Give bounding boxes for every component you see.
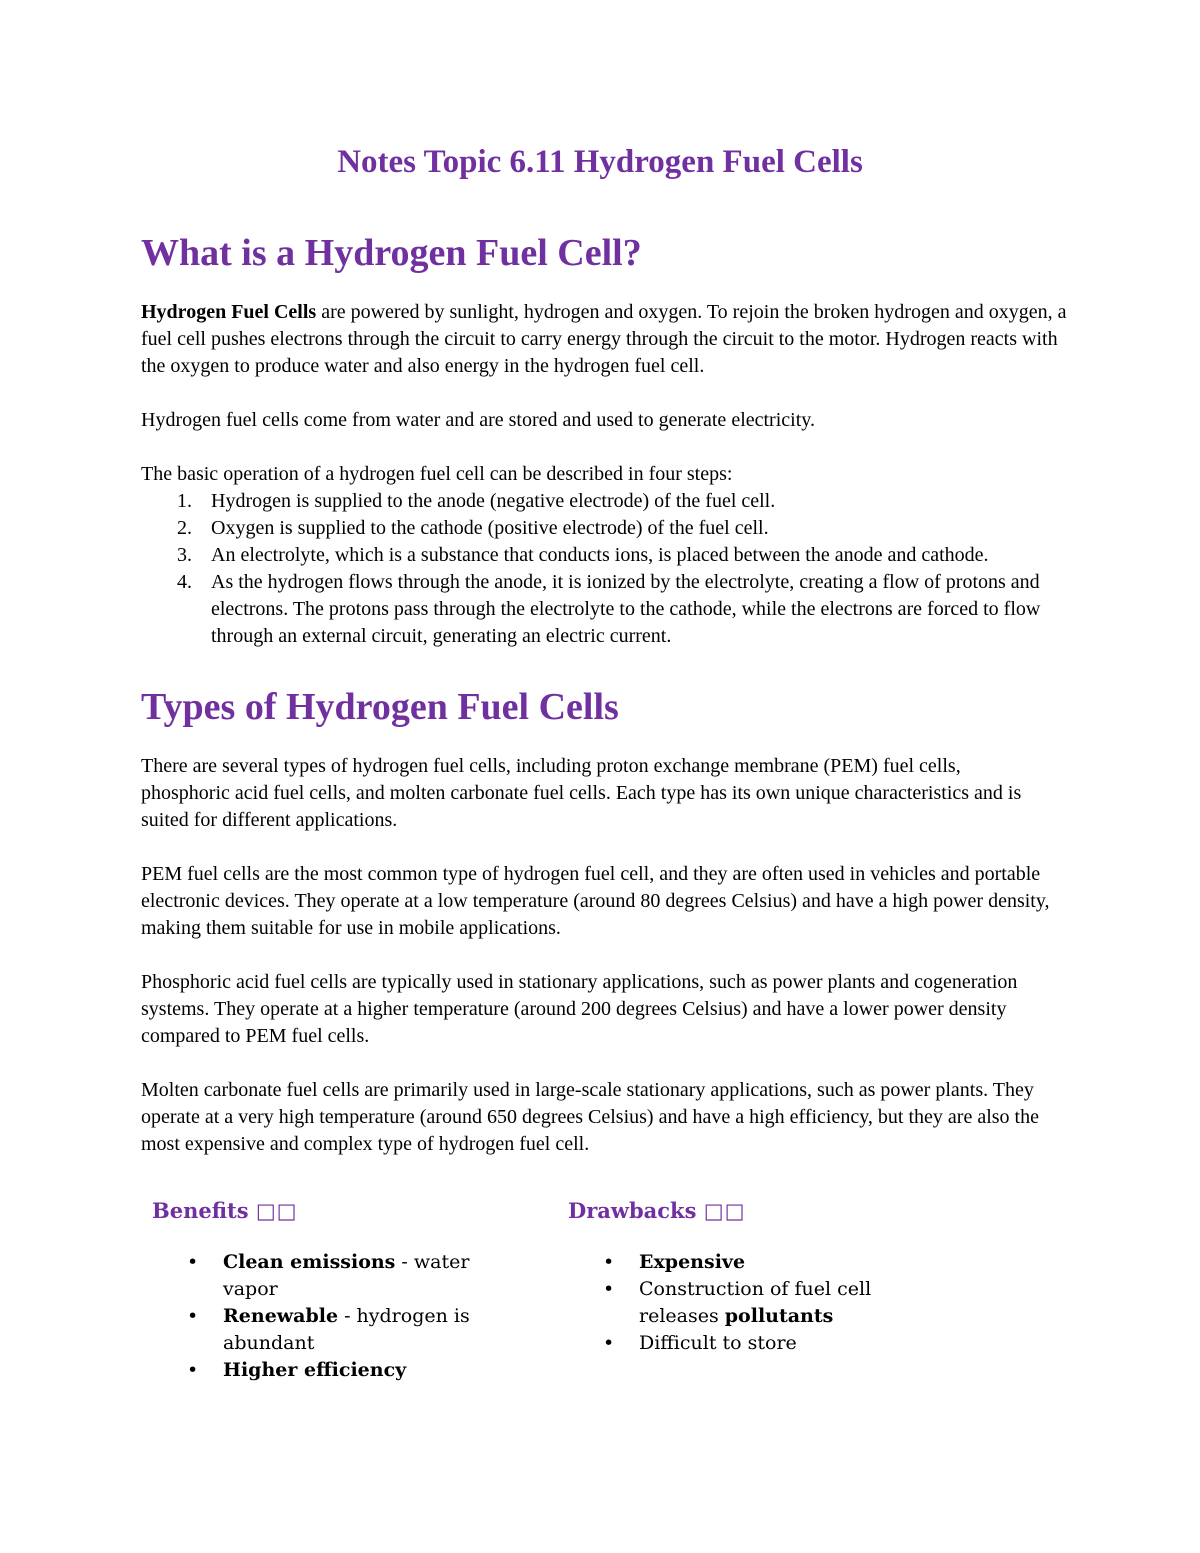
- benefit-text: - hydrogen is abundant: [223, 1305, 470, 1354]
- benefits-heading: [152, 1197, 298, 1225]
- list-item: [183, 1249, 523, 1303]
- list-item: [183, 1357, 523, 1384]
- intro-text: are powered by sunlight, hydrogen and oxygen. To rejoin the broken hydrogen and oxygen, a fuel cell pushes electrons through the circuit to carry energy through the circuit to the motor. Hydrogen reacts with the oxygen to produce water and also energy in the hydrogen fuel cell.: [141, 301, 1067, 377]
- benefit-text: - water vapor: [223, 1251, 470, 1300]
- paragraph-pem: PEM fuel cells are the most common type of hydrogen fuel cell, and they are often used in vehicles and portable electronic devices. They operate at a low temperature (around 80 degrees Celsius) and have a high power density, making them suitable for use in mobile applications.: [141, 863, 1050, 939]
- bullet-icon: •: [603, 1278, 615, 1300]
- emoji-placeholder-icon: □□: [703, 1199, 746, 1223]
- list-text: Oxygen is supplied to the cathode (positive electrode) of the fuel cell.: [211, 517, 769, 539]
- drawbacks-heading: [568, 1197, 745, 1225]
- steps-list: [141, 488, 1071, 650]
- section-heading-types: Types of Hydrogen Fuel Cells: [141, 686, 619, 728]
- benefit-bold: Higher efficiency: [223, 1359, 407, 1381]
- paragraph-source: Hydrogen fuel cells come from water and are stored and used to generate electricity.: [141, 409, 815, 431]
- bullet-icon: •: [187, 1305, 199, 1327]
- list-item: [141, 569, 1071, 650]
- drawback-text: Difficult to store: [639, 1332, 797, 1354]
- bullet-icon: •: [603, 1332, 615, 1354]
- benefit-bold: Renewable: [223, 1305, 339, 1327]
- benefit-bold: Clean emissions: [223, 1251, 396, 1273]
- bullet-icon: •: [187, 1359, 199, 1381]
- benefits-list: [183, 1249, 523, 1384]
- list-item: [141, 488, 1071, 515]
- list-number: 4.: [177, 571, 192, 593]
- drawback-bold: pollutants: [724, 1305, 834, 1327]
- intro-bold-term: Hydrogen Fuel Cells: [141, 301, 317, 323]
- paragraph-types-overview: There are several types of hydrogen fuel cells, including proton exchange membrane (PEM) fuel cells, phosphoric acid fuel cells, and molten carbonate fuel cells. Each type has its own unique characteristics and is suited for different applications.: [141, 755, 1022, 831]
- list-text: An electrolyte, which is a substance that conducts ions, is placed between the anode and cathode.: [211, 544, 989, 566]
- list-item: [599, 1330, 899, 1357]
- list-number: 3.: [177, 544, 192, 566]
- emoji-placeholder-icon: □□: [255, 1199, 298, 1223]
- drawbacks-heading-text: Drawbacks: [568, 1198, 697, 1223]
- list-item: [141, 515, 1071, 542]
- section-heading-what-is: What is a Hydrogen Fuel Cell?: [141, 232, 642, 274]
- list-item: [183, 1303, 523, 1357]
- drawback-bold: Expensive: [639, 1251, 746, 1273]
- paragraph-phosphoric: Phosphoric acid fuel cells are typically used in stationary applications, such as power plants and cogeneration systems. They operate at a higher temperature (around 200 degrees Celsius) and have a lower power density compared to PEM fuel cells.: [141, 971, 1018, 1047]
- bullet-icon: •: [603, 1251, 615, 1273]
- bullet-icon: •: [187, 1251, 199, 1273]
- list-number: 1.: [177, 490, 192, 512]
- list-item: [599, 1249, 899, 1276]
- intro-paragraph: [141, 299, 1071, 380]
- list-number: 2.: [177, 517, 192, 539]
- list-item: [141, 542, 1071, 569]
- list-text: As the hydrogen flows through the anode, it is ionized by the electrolyte, creating a flow of protons and electrons. The protons pass through the electrolyte to the cathode, while the electrons are forced to flow through an external circuit, generating an electric current.: [211, 571, 1041, 647]
- paragraph-steps-intro: The basic operation of a hydrogen fuel cell can be described in four steps:: [141, 463, 733, 485]
- drawback-text: Construction of fuel cell releases: [639, 1278, 872, 1327]
- benefits-heading-text: Benefits: [152, 1198, 249, 1223]
- list-text: Hydrogen is supplied to the anode (negative electrode) of the fuel cell.: [211, 490, 776, 512]
- drawbacks-list: [599, 1249, 899, 1357]
- paragraph-molten: Molten carbonate fuel cells are primarily used in large-scale stationary applications, such as power plants. They operate at a very high temperature (around 650 degrees Celsius) and have a high efficiency, but they are also the most expensive and complex type of hydrogen fuel cell.: [141, 1079, 1039, 1155]
- document-title: Notes Topic 6.11 Hydrogen Fuel Cells: [337, 144, 863, 180]
- list-item: [599, 1276, 899, 1330]
